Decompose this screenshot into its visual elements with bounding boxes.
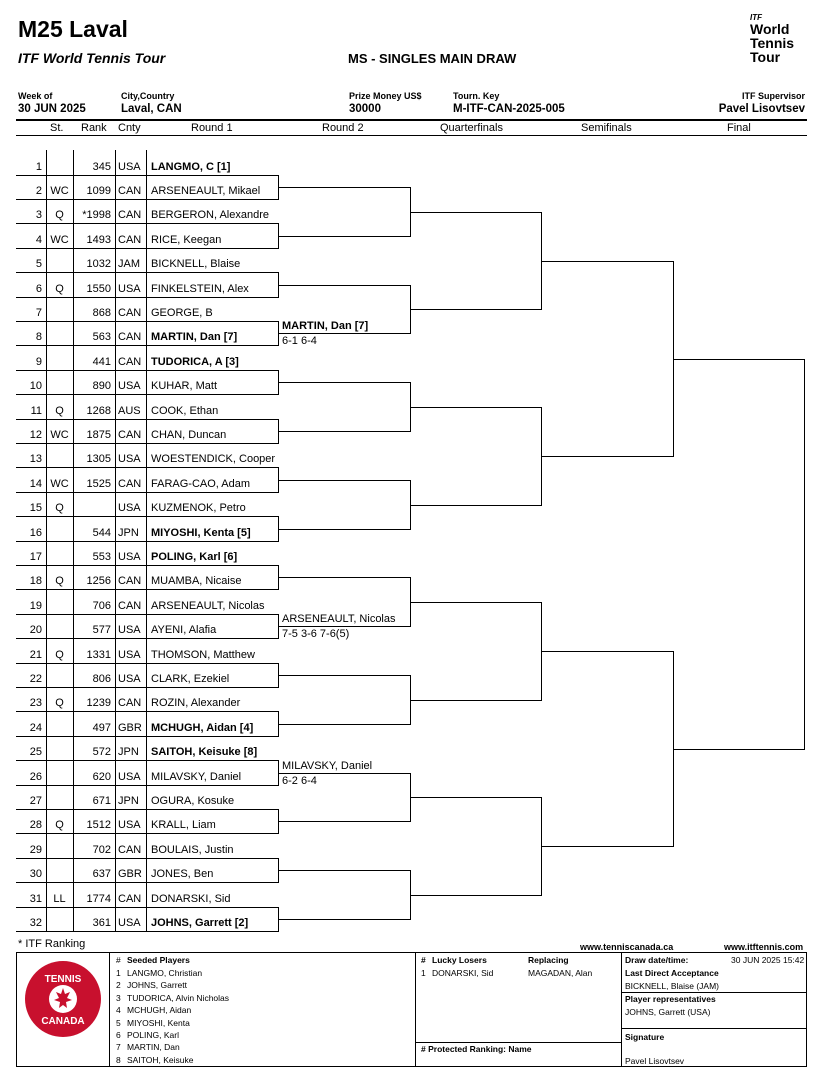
- entry-status: WC: [50, 429, 69, 441]
- seeded-players-title: Seeded Players: [127, 955, 190, 965]
- player-rank: 1305: [86, 453, 111, 465]
- player-row-line: [16, 370, 279, 371]
- player-name[interactable]: RICE, Keegan: [151, 234, 222, 246]
- round-2-line: [278, 480, 411, 481]
- player-name[interactable]: TUDORICA, A [3]: [151, 356, 239, 368]
- round-2-line: [278, 382, 411, 383]
- player-rank: 345: [92, 161, 111, 173]
- player-country: USA: [118, 283, 141, 295]
- player-name[interactable]: FARAG-CAO, Adam: [151, 478, 251, 490]
- player-row-line: [16, 345, 279, 346]
- draw-position: 6: [35, 283, 42, 295]
- player-row-line: [16, 199, 279, 200]
- tennis-canada-url[interactable]: www.tenniscanada.ca: [580, 942, 674, 952]
- header-rule: [16, 119, 807, 121]
- player-country: CAN: [118, 893, 142, 905]
- entry-status: Q: [55, 502, 64, 514]
- player-country: CAN: [118, 600, 142, 612]
- round-2-line: [278, 626, 411, 627]
- player-country: USA: [118, 551, 141, 563]
- seeded-player-name: TUDORICA, Alvin Nicholas: [127, 992, 230, 1003]
- quarterfinal-line: [410, 700, 542, 701]
- player-row-line: [16, 687, 279, 688]
- player-rank: 620: [92, 771, 111, 783]
- player-row-line: [16, 541, 279, 542]
- seed-number: 6: [116, 1030, 121, 1040]
- draw-position: 14: [29, 478, 42, 490]
- player-rank: 1512: [86, 819, 111, 831]
- quarterfinal-line: [410, 797, 542, 798]
- player-row-line: [16, 272, 279, 273]
- protected-ranking-rule: [415, 1042, 621, 1043]
- player-name[interactable]: AYENI, Alafia: [151, 624, 217, 636]
- player-row-line: [16, 858, 279, 859]
- seed-number: 4: [116, 1005, 121, 1016]
- player-name[interactable]: JONES, Ben: [151, 868, 214, 880]
- player-name[interactable]: KRALL, Liam: [151, 819, 216, 831]
- draw-position: 25: [29, 746, 42, 758]
- player-country: CAN: [118, 307, 142, 319]
- semifinal-line: [541, 651, 674, 652]
- player-country: USA: [118, 161, 141, 173]
- player-rank: 1256: [86, 575, 111, 587]
- seed-number: 1: [116, 968, 121, 978]
- lucky-losers-hash: #: [421, 955, 426, 965]
- player-country: JPN: [118, 527, 139, 539]
- player-row-line: [16, 492, 279, 493]
- entry-status: Q: [55, 405, 64, 417]
- entry-status: Q: [55, 649, 64, 661]
- seeded-player-name: JOHNS, Garrett: [127, 980, 187, 991]
- player-country: CAN: [118, 478, 142, 490]
- player-country: CAN: [118, 844, 142, 856]
- draw-position: 21: [29, 649, 42, 661]
- column-header-rule: [16, 135, 807, 136]
- round-2-line: [278, 431, 411, 432]
- round-2-line: [278, 187, 411, 188]
- player-rank: 1774: [86, 893, 111, 905]
- player-rank: 1099: [86, 185, 111, 197]
- seeded-player-name: LANGMO, Christian: [127, 968, 203, 978]
- player-name[interactable]: MILAVSKY, Daniel: [151, 771, 242, 783]
- round-2-line: [278, 821, 411, 822]
- seeded-player-name: MCHUGH, Aidan: [127, 1005, 192, 1016]
- footer-divider-1: [109, 952, 110, 1067]
- player-country: USA: [118, 819, 141, 831]
- entry-status: LL: [53, 893, 66, 905]
- player-row-line: [16, 321, 279, 322]
- player-country: AUS: [118, 405, 141, 417]
- player-name[interactable]: KUHAR, Matt: [151, 380, 218, 392]
- player-name[interactable]: ROZIN, Alexander: [151, 697, 241, 709]
- player-country: JPN: [118, 795, 139, 807]
- lucky-loser-replacing: MAGADAN, Alan: [528, 968, 593, 978]
- week-label: Week of: [18, 91, 53, 101]
- tc-logo-top-text: TENNIS: [44, 974, 82, 985]
- player-rank: 1239: [86, 697, 111, 709]
- seed-number: 3: [116, 992, 121, 1003]
- reps-label: Player representatives: [625, 994, 716, 1004]
- player-row-line: [16, 297, 279, 298]
- draw-date-value: 30 JUN 2025 15:42: [731, 955, 805, 965]
- draw-position: 1: [35, 161, 42, 173]
- quarterfinal-line: [410, 505, 542, 506]
- draw-position: 3: [35, 209, 42, 221]
- player-row-line: [16, 467, 279, 468]
- supervisor-value: Pavel Lisovtsev: [718, 103, 805, 115]
- lda-label: Last Direct Acceptance: [625, 968, 719, 978]
- round-2-line: [278, 285, 411, 286]
- player-rank: 577: [92, 624, 111, 636]
- tournament-title: M25 Laval: [18, 16, 128, 42]
- tourn-key-value: M-ITF-CAN-2025-005: [453, 103, 565, 115]
- col-header-cnty: Cnty: [118, 122, 141, 134]
- itf-url[interactable]: www.itftennis.com: [724, 942, 804, 952]
- player-row-line: [16, 809, 279, 810]
- col-header-round-1: Round 1: [191, 122, 233, 134]
- match-score: 7-5 3-6 7-6(5): [282, 628, 350, 640]
- tourn-key-label: Tourn. Key: [453, 91, 500, 101]
- player-rank: 1550: [86, 283, 111, 295]
- round-2-line: [278, 333, 411, 334]
- col-header-round-2: Round 2: [322, 122, 364, 134]
- player-rank: 1875: [86, 429, 111, 441]
- player-rank: 702: [92, 844, 111, 856]
- seed-number: 7: [116, 1042, 121, 1053]
- player-country: CAN: [118, 185, 142, 197]
- draw-position: 11: [30, 405, 42, 417]
- player-name[interactable]: OGURA, Kosuke: [151, 795, 235, 807]
- player-country: CAN: [118, 356, 142, 368]
- player-name[interactable]: CLARK, Ezekiel: [151, 673, 230, 685]
- round-2-line: [278, 675, 411, 676]
- final-bracket: [804, 359, 805, 750]
- player-country: USA: [118, 917, 141, 929]
- tour-subtitle: ITF World Tennis Tour: [18, 50, 166, 66]
- draw-position: 22: [29, 673, 42, 685]
- player-rank: 806: [92, 673, 111, 685]
- quarterfinal-line: [410, 895, 542, 896]
- col-header-semifinals: Semifinals: [581, 122, 632, 134]
- quarterfinal-line: [410, 602, 542, 603]
- player-name[interactable]: JOHNS, Garrett [2]: [151, 917, 249, 929]
- final-line: [673, 359, 805, 360]
- player-name[interactable]: COOK, Ethan: [151, 405, 219, 417]
- week-value: 30 JUN 2025: [18, 103, 86, 115]
- player-name[interactable]: BERGERON, Alexandre: [151, 209, 269, 221]
- entry-status: Q: [55, 209, 64, 221]
- player-row-line: [16, 711, 279, 712]
- player-name[interactable]: KUZMENOK, Petro: [151, 502, 246, 514]
- entry-status: Q: [55, 575, 64, 587]
- round-2-winner[interactable]: MILAVSKY, Daniel: [282, 760, 373, 772]
- player-rank: 706: [92, 600, 111, 612]
- quarterfinal-line: [410, 212, 542, 213]
- player-rank: 1268: [86, 405, 111, 417]
- player-country: USA: [118, 502, 141, 514]
- player-rank: 563: [92, 331, 111, 343]
- logo-line-2: Tennis: [750, 35, 795, 51]
- draw-position: 10: [29, 380, 42, 392]
- player-row-line: [16, 589, 279, 590]
- player-row-line: [16, 443, 279, 444]
- round-2-line: [278, 724, 411, 725]
- player-country: USA: [118, 380, 141, 392]
- lda-value: BICKNELL, Blaise (JAM): [625, 981, 719, 991]
- draw-position: 23: [29, 697, 42, 709]
- tc-logo-bottom-text: CANADA: [41, 1016, 85, 1027]
- player-name[interactable]: BOULAIS, Justin: [151, 844, 234, 856]
- player-name[interactable]: ARSENEAULT, Mikael: [151, 185, 261, 197]
- seed-number: 8: [116, 1054, 121, 1065]
- tennis-canada-logo: [24, 960, 102, 1038]
- seeded-player-name: POLING, Karl: [127, 1030, 179, 1040]
- lucky-losers-title: Lucky Losers: [432, 955, 487, 965]
- round-2-line: [278, 236, 411, 237]
- draw-position: 8: [35, 331, 42, 343]
- player-row-line: [16, 175, 279, 176]
- player-row-line: [16, 565, 279, 566]
- player-country: CAN: [118, 234, 142, 246]
- player-row-line: [16, 785, 279, 786]
- draw-position: 12: [29, 429, 42, 441]
- ranking-footnote: * ITF Ranking: [18, 938, 86, 950]
- player-name[interactable]: MARTIN, Dan [7]: [151, 331, 238, 343]
- player-row-line: [16, 833, 279, 834]
- player-country: CAN: [118, 429, 142, 441]
- itf-world-tennis-tour-logo: [750, 14, 805, 64]
- player-rank: 1493: [86, 234, 111, 246]
- player-country: CAN: [118, 575, 142, 587]
- player-rank: 1032: [86, 258, 111, 270]
- round-2-line: [278, 577, 411, 578]
- player-row-line: [16, 394, 279, 395]
- player-rank: 497: [92, 722, 111, 734]
- player-country: USA: [118, 624, 141, 636]
- player-name[interactable]: FINKELSTEIN, Alex: [151, 283, 249, 295]
- player-rank: 572: [92, 746, 111, 758]
- player-rank: 553: [92, 551, 111, 563]
- col-header-final: Final: [727, 122, 751, 134]
- player-country: JPN: [118, 746, 139, 758]
- round-2-line: [278, 529, 411, 530]
- player-country: USA: [118, 453, 141, 465]
- round-2-line: [278, 870, 411, 871]
- round-2-winner[interactable]: MARTIN, Dan [7]: [282, 320, 369, 332]
- draw-position: 4: [35, 234, 42, 246]
- player-rank: 1525: [86, 478, 111, 490]
- logo-itf-text: ITF: [750, 13, 762, 22]
- player-row-line: [16, 663, 279, 664]
- draw-position: 24: [29, 722, 42, 734]
- player-row-line: [16, 614, 279, 615]
- draw-position: 28: [29, 819, 42, 831]
- player-name[interactable]: MUAMBA, Nicaise: [151, 575, 242, 587]
- player-rank: 637: [92, 868, 111, 880]
- footer-divider-3: [621, 952, 622, 1067]
- round-2-line: [278, 773, 411, 774]
- draw-position: 15: [29, 502, 42, 514]
- player-name[interactable]: ARSENEAULT, Nicolas: [151, 600, 265, 612]
- draw-title: MS - SINGLES MAIN DRAW: [348, 51, 517, 66]
- player-row-line: [16, 516, 279, 517]
- draw-position: 5: [35, 258, 42, 270]
- player-rank: 671: [92, 795, 111, 807]
- draw-position: 7: [35, 307, 42, 319]
- player-country: USA: [118, 673, 141, 685]
- round-2-line: [278, 919, 411, 920]
- lucky-loser-number: 1: [421, 968, 426, 978]
- match-score: 6-2 6-4: [282, 775, 317, 787]
- player-country: CAN: [118, 209, 142, 221]
- draw-position: 13: [29, 453, 42, 465]
- city-label: City,Country: [121, 91, 175, 101]
- player-name[interactable]: CHAN, Duncan: [151, 429, 227, 441]
- entry-status: Q: [55, 283, 64, 295]
- entry-status: WC: [50, 185, 69, 197]
- player-country: CAN: [118, 331, 142, 343]
- player-name[interactable]: GEORGE, B: [151, 307, 213, 319]
- entry-status: Q: [55, 819, 64, 831]
- footer-divider-2: [415, 952, 416, 1067]
- entry-status: WC: [50, 478, 69, 490]
- player-row-line: [16, 638, 279, 639]
- draw-position: 19: [29, 600, 42, 612]
- player-country: GBR: [118, 868, 142, 880]
- logo-line-1: World: [750, 21, 790, 37]
- player-name[interactable]: SAITOH, Keisuke [8]: [151, 746, 258, 758]
- col-header-quarterfinals: Quarterfinals: [440, 122, 503, 134]
- player-row-line: [16, 907, 279, 908]
- draw-position: 16: [29, 527, 42, 539]
- city-value: Laval, CAN: [121, 103, 182, 115]
- draw-position: 17: [29, 551, 42, 563]
- player-name[interactable]: MIYOSHI, Kenta [5]: [151, 527, 251, 539]
- player-country: USA: [118, 649, 141, 661]
- player-row-line: [16, 882, 279, 883]
- col-header-st: St.: [50, 122, 64, 134]
- player-name[interactable]: MCHUGH, Aidan [4]: [151, 722, 254, 734]
- semifinal-line: [541, 261, 674, 262]
- player-rank: 868: [92, 307, 111, 319]
- lda-rule: [621, 992, 807, 993]
- draw-position: 27: [29, 795, 42, 807]
- entry-status: WC: [50, 234, 69, 246]
- draw-position: 26: [29, 771, 42, 783]
- player-row-line: [16, 419, 279, 420]
- player-row-line: [16, 931, 279, 932]
- seeded-player-name: MIYOSHI, Kenta: [127, 1017, 190, 1028]
- prize-label: Prize Money US$: [349, 91, 422, 101]
- entry-status: Q: [55, 697, 64, 709]
- quarterfinal-line: [410, 309, 542, 310]
- player-rank: 544: [92, 527, 111, 539]
- semifinal-line: [541, 456, 674, 457]
- seed-number: 2: [116, 980, 121, 991]
- quarterfinal-line: [410, 407, 542, 408]
- replacing-title: Replacing: [528, 955, 569, 965]
- player-country: USA: [118, 771, 141, 783]
- round-2-winner[interactable]: ARSENEAULT, Nicolas: [282, 613, 396, 625]
- seeded-hash: #: [116, 955, 121, 965]
- lucky-loser-name: DONARSKI, Sid: [432, 968, 494, 978]
- draw-position: 2: [35, 185, 42, 197]
- player-row-line: [16, 760, 279, 761]
- signature-value: Pavel Lisovtsev: [625, 1056, 685, 1066]
- logo-line-3: Tour: [750, 49, 781, 65]
- draw-date-label: Draw date/time:: [625, 955, 689, 965]
- supervisor-label: ITF Supervisor: [741, 91, 805, 101]
- seed-number: 5: [116, 1017, 121, 1028]
- player-name[interactable]: LANGMO, C [1]: [151, 161, 231, 173]
- player-rank: *1998: [82, 209, 111, 221]
- draw-position: 9: [35, 356, 42, 368]
- reps-rule: [621, 1028, 807, 1029]
- player-rank: 890: [92, 380, 111, 392]
- draw-position: 20: [29, 624, 42, 636]
- match-score: 6-1 6-4: [282, 335, 317, 347]
- protected-ranking-label: # Protected Ranking: Name: [421, 1044, 532, 1054]
- draw-position: 18: [29, 575, 42, 587]
- player-name[interactable]: THOMSON, Matthew: [151, 649, 255, 661]
- player-name[interactable]: WOESTENDICK, Cooper: [151, 453, 276, 465]
- reps-value: JOHNS, Garrett (USA): [625, 1007, 711, 1017]
- signature-label: Signature: [625, 1032, 665, 1042]
- draw-position: 31: [29, 893, 42, 905]
- player-rank: 361: [92, 917, 111, 929]
- player-rank: 441: [92, 356, 111, 368]
- player-country: GBR: [118, 722, 142, 734]
- player-country: CAN: [118, 697, 142, 709]
- player-name[interactable]: POLING, Karl [6]: [151, 551, 238, 563]
- player-row-line: [16, 248, 279, 249]
- col-header-rank: Rank: [81, 122, 107, 134]
- prize-value: 30000: [349, 103, 381, 115]
- draw-position: 32: [29, 917, 42, 929]
- player-name[interactable]: BICKNELL, Blaise: [151, 258, 241, 270]
- player-rank: 1331: [86, 649, 111, 661]
- player-row-line: [16, 736, 279, 737]
- player-row-line: [16, 223, 279, 224]
- player-name[interactable]: DONARSKI, Sid: [151, 893, 231, 905]
- semifinal-line: [541, 846, 674, 847]
- seeded-player-name: MARTIN, Dan: [127, 1042, 180, 1053]
- player-country: JAM: [118, 258, 140, 270]
- final-line: [673, 749, 805, 750]
- seeded-player-name: SAITOH, Keisuke: [127, 1054, 194, 1065]
- draw-position: 29: [29, 844, 42, 856]
- draw-position: 30: [29, 868, 42, 880]
